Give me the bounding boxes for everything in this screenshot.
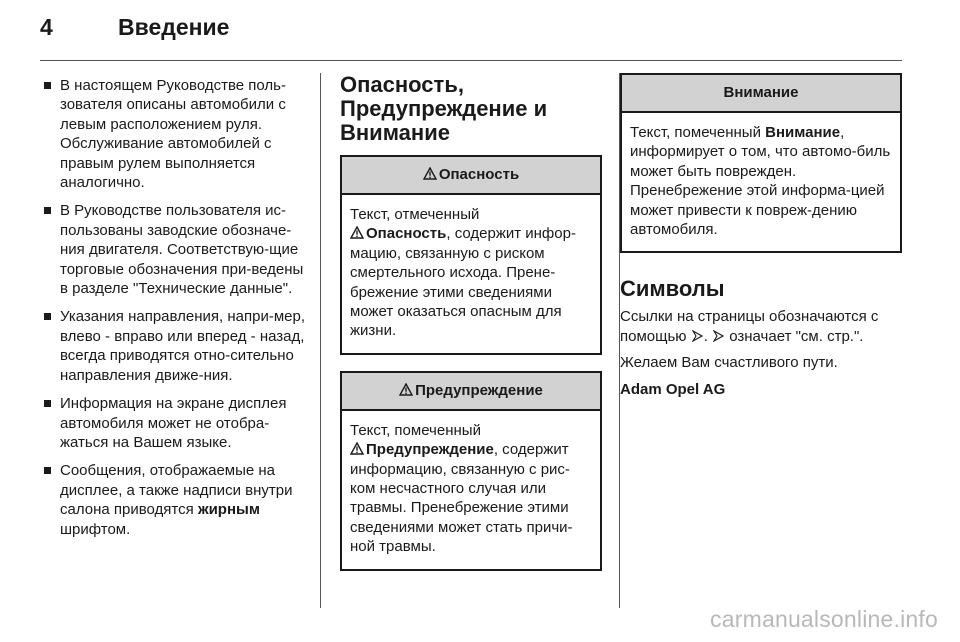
symbols-text-b: . — [703, 327, 713, 345]
danger-box — [340, 155, 602, 355]
warning-keyword: Предупреждение — [366, 441, 494, 459]
list-item-text: В Руководстве пользователя ис-пользованы заводские обозначе-ния двигателя. Соответствую-щие торговые обозначения при-ведены в разделе "Технические данные". — [60, 202, 304, 298]
section-title: Введение — [118, 14, 230, 40]
warning-triangle-icon — [399, 383, 413, 396]
square-bullet — [44, 207, 51, 214]
warning-box — [340, 371, 602, 571]
list-item — [40, 201, 312, 298]
list-item-text: Сообщения, отображаемые на дисплее, а также надписи внутри салона приводятся — [60, 462, 293, 519]
header-rule — [40, 60, 902, 61]
danger-text: , содержит инфор-мацию, связанную с риском смертельного исхода. Прене-брежение этими сведениями может оказаться опасным для жизни. — [350, 225, 576, 340]
warning-box-title: Предупреждение — [415, 381, 543, 399]
page-reference-arrow-icon — [713, 330, 724, 342]
caution-text: , информирует о том, что автомо-биль может быть поврежден. Пренебрежение этой информа-цией может привести к повреж-дению автомобиля. — [630, 124, 891, 239]
danger-box-header — [342, 157, 600, 195]
danger-box-body — [342, 195, 600, 353]
list-item — [40, 76, 312, 192]
list-item — [40, 394, 312, 452]
caution-box-body — [622, 113, 900, 251]
square-bullet — [44, 313, 51, 320]
warning-box-body — [342, 411, 600, 569]
warning-triangle-icon — [350, 226, 364, 239]
warning-box-header — [342, 373, 600, 411]
page-number: 4 — [40, 14, 53, 40]
square-bullet — [44, 82, 51, 89]
warning-triangle-icon — [423, 167, 437, 180]
watermark: carmanualsonline.info — [710, 606, 938, 632]
danger-box-title: Опасность — [438, 166, 520, 183]
column-divider-1 — [320, 73, 321, 608]
caution-intro: Текст, помеченный — [630, 124, 766, 141]
warning-intro: Текст, помеченный — [350, 421, 481, 439]
bold-keyword: жирным — [197, 501, 260, 519]
danger-intro: Текст, отмеченный — [350, 206, 480, 223]
symbols-paragraph — [620, 307, 902, 346]
wish-paragraph: Желаем Вам счастливого пути. — [620, 354, 838, 372]
caution-box — [620, 73, 902, 253]
symbols-text-a: Ссылки на страницы обозначаются с помощью — [620, 308, 879, 345]
square-bullet — [44, 400, 51, 407]
list-item — [40, 461, 312, 539]
page-reference-arrow-icon — [692, 330, 703, 342]
list-item-text-end: шрифтом. — [60, 520, 131, 538]
notices-column — [340, 73, 602, 571]
list-item-text: Указания направления, напри-мер, влево - вправо или вперед - назад, всегда приводятся отно-сительно направления движе-ния. — [60, 308, 305, 384]
list-item-text: В настоящем Руководстве поль-зователя описаны автомобили с левым расположением руля. Обслуживание автомобилей с правым рулем выполняется аналогично. — [60, 77, 286, 192]
caution-column — [620, 73, 902, 406]
signature: Adam Opel AG — [620, 380, 726, 398]
intro-column — [40, 76, 312, 548]
caution-box-title: Внимание — [723, 84, 799, 101]
square-bullet — [44, 467, 51, 474]
warning-text: , содержит информацию, связанную с рис-ком несчастного случая или травмы. Пренебрежение этими сведениями может стать причи-ной травмы. — [350, 441, 573, 556]
symbols-heading: Символы — [620, 276, 725, 302]
warning-triangle-icon — [350, 442, 364, 455]
symbols-text-c: означает "см. стр.". — [725, 327, 864, 345]
caution-keyword: Внимание — [765, 124, 841, 141]
intro-bullet-list — [40, 76, 312, 539]
notices-heading: Опасность, Предупреждение и Внимание — [340, 72, 548, 145]
danger-keyword: Опасность — [366, 225, 447, 243]
list-item-text: Информация на экране дисплея автомобиля может не отобра-жаться на Вашем языке. — [60, 395, 287, 451]
list-item — [40, 307, 312, 385]
caution-box-header — [622, 75, 900, 113]
